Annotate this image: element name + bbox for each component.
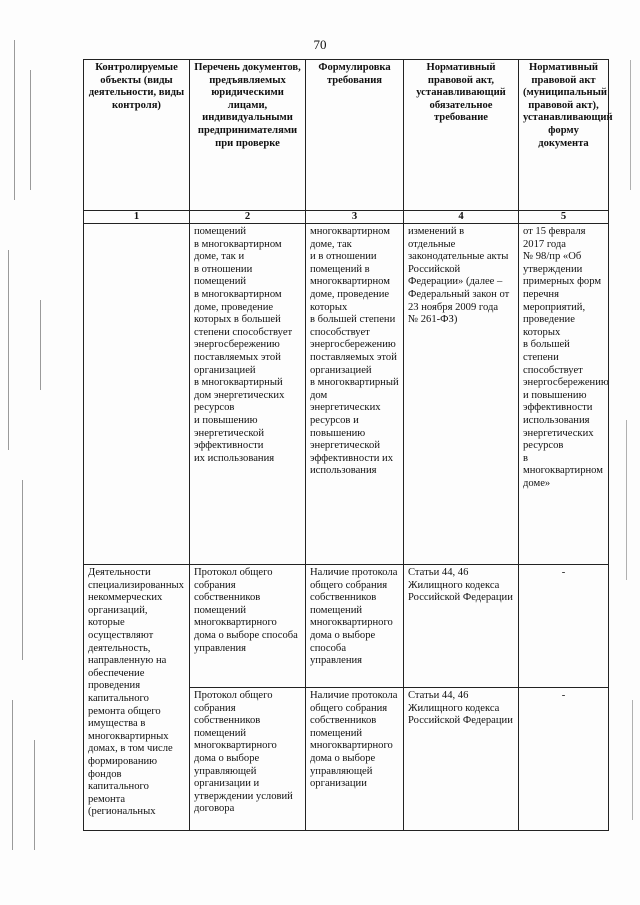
table-row <box>84 224 609 565</box>
cell-requirement: многоквартирном доме, так и в отношении помещений в многоквартирном доме, проведение которых в большей степени способствует энергосбережению поставляемых этой организацией в многоквартирный дом энергетических ресурсов и повышению энергетической эффективности их использования <box>306 224 404 565</box>
cell-form-act: - <box>519 688 609 831</box>
cell-normative-act: изменений в отдельные законодательные акты Российской Федерации» (далее – Федеральный закон от 23 ноября 2009 года № 261-ФЗ) <box>404 224 519 565</box>
page-number: 70 <box>313 37 327 52</box>
cell-normative-act: Статьи 44, 46 Жилищного кодекса Российской Федерации <box>404 565 519 688</box>
cell-form-act: от 15 февраля 2017 года № 98/пр «Об утверждении примерных форм перечня мероприятий, проведение которых в большей степени способствует энергосбережению и повышению эффективности использования энергетических ресурсов в многоквартирном доме» <box>519 224 609 565</box>
column-number: 2 <box>190 211 306 224</box>
column-number: 3 <box>306 211 404 224</box>
column-number: 5 <box>519 211 609 224</box>
scan-margin-marks <box>0 0 60 905</box>
cell-objects <box>84 224 190 565</box>
column-number-row <box>84 211 609 224</box>
cell-objects: Деятельности специализированных некоммерческих организаций, которые осуществляют деятельность, направленную на обеспечение проведения капитального ремонта общего имущества в многоквартирных домах, в том числе формированию фондов капитального ремонта (региональных <box>84 565 190 831</box>
cell-documents: Протокол общего собрания собственников помещений многоквартирного дома о выборе способа управления <box>190 565 306 688</box>
requirements-table <box>83 59 613 831</box>
header-requirement-wording: Формулировка требования <box>306 60 404 211</box>
table-row <box>84 565 609 688</box>
cell-requirement: Наличие протокола общего собрания собственников помещений многоквартирного дома о выборе управляющей организации <box>306 688 404 831</box>
header-row <box>84 60 609 211</box>
cell-normative-act: Статьи 44, 46 Жилищного кодекса Российской Федерации <box>404 688 519 831</box>
cell-form-act: - <box>519 565 609 688</box>
header-controlled-objects: Контролируемые объекты (виды деятельности, виды контроля) <box>84 60 190 211</box>
column-number: 4 <box>404 211 519 224</box>
cell-requirement: Наличие протокола общего собрания собственников помещений многоквартирного дома о выборе способа управления <box>306 565 404 688</box>
header-normative-act: Нормативный правовой акт, устанавливающий обязательное требование <box>404 60 519 211</box>
column-number: 1 <box>84 211 190 224</box>
header-documents-list: Перечень документов, предъявляемых юридическими лицами, индивидуальными предпринимателями при проверке <box>190 60 306 211</box>
header-document-form-act: Нормативный правовой акт (муниципальный правовой акт), устанавливающий форму документа <box>519 60 609 211</box>
cell-documents: Протокол общего собрания собственников помещений многоквартирного дома о выборе управляющей организации и утверждении условий договора <box>190 688 306 831</box>
cell-documents: помещений в многоквартирном доме, так и в отношении помещений в многоквартирном доме, проведение которых в большей степени способствует энергосбережению поставляемых этой организацией в многоквартирный дом энергетических ресурсов и повышению энергетической эффективности их использования <box>190 224 306 565</box>
